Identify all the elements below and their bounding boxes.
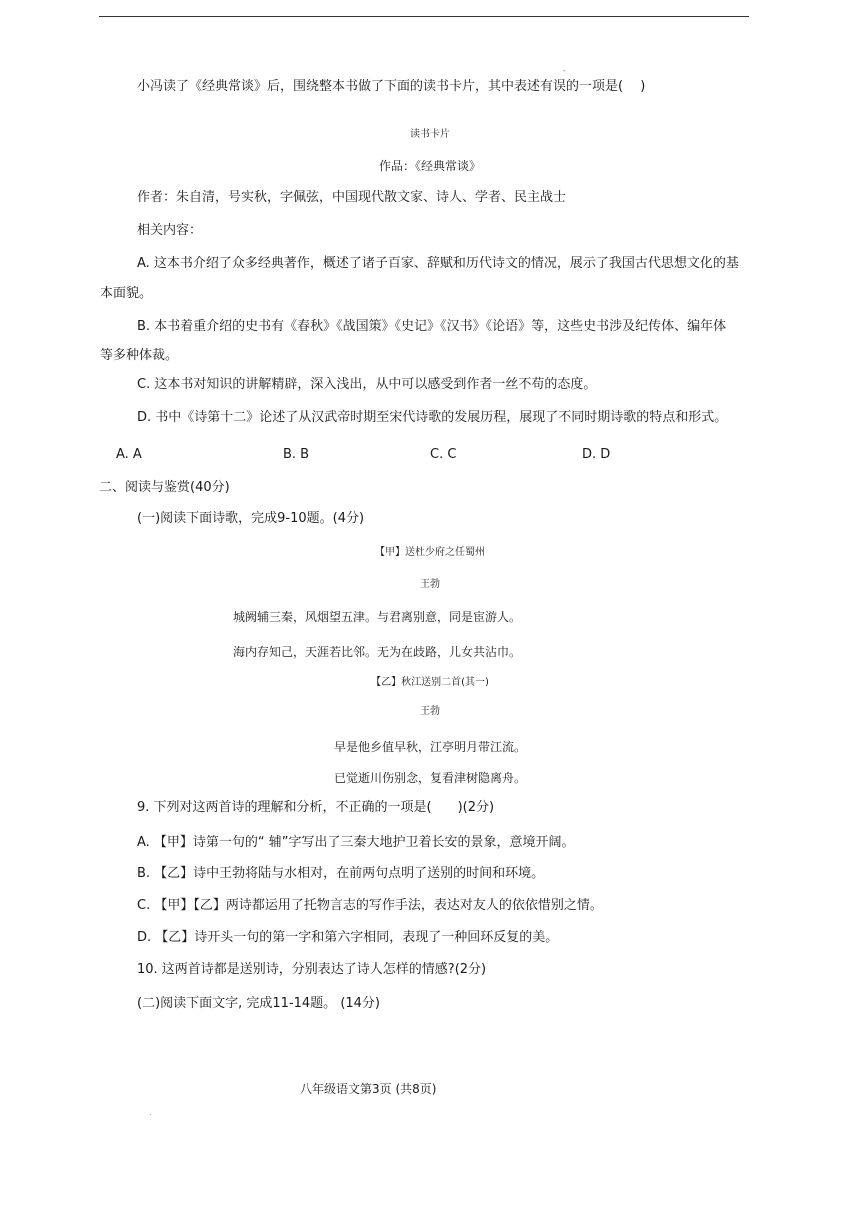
- card-work: 作品：《经典常谈》: [378, 159, 481, 173]
- q8-option-b-line1: B. 本书着重介绍的史书有《春秋》《战国策》《史记》《汉书》《论语》等，这些史书涉及纪传体、编年体: [137, 319, 727, 334]
- poem-b-line1: 早是他乡值早秋，江亭明月带江流。: [333, 740, 526, 754]
- section2-heading: 二、阅读与鉴赏(40分): [99, 480, 230, 495]
- q10-stem: 10. 这两首诗都是送别诗，分别表达了诗人怎样的情感?(2分): [137, 962, 487, 977]
- part2-instruction: (二)阅读下面文字, 完成11-14题。 (14分): [137, 996, 381, 1011]
- header-dot: -: [563, 66, 566, 75]
- q8-option-a-line1: A. 这本书介绍了众多经典著作，概述了诸子百家、辞赋和历代诗文的情况，展示了我国古代思想文化的基: [137, 256, 739, 271]
- footer-dot: .: [149, 1108, 152, 1117]
- poem-a-author: 王勃: [420, 579, 440, 590]
- part1-instruction: (一)阅读下面诗歌，完成9-10题。(4分): [137, 511, 365, 526]
- card-author: 作者：朱自清，号实秋，字佩弦，中国现代散文家、诗人、学者、民主战士: [137, 190, 567, 205]
- poem-b-title: 【乙】秋江送别二首(其一): [371, 677, 489, 688]
- q8-stem: 小冯读了《经典常谈》后，围绕整本书做了下面的读书卡片，其中表述有误的一项是( ): [137, 79, 646, 94]
- q9-option-d: D. 【乙】诗开头一句的第一字和第六字相同，表现了一种回环反复的美。: [137, 930, 559, 945]
- q8-option-d: D. 书中《诗第十二》论述了从汉武帝时期至宋代诗歌的发展历程，展现了不同时期诗歌的特点和形式。: [137, 410, 728, 425]
- q8-choice-d: D. D: [582, 447, 611, 462]
- q8-option-c: C. 这本书对知识的讲解精辟，深入浅出，从中可以感受到作者一丝不苟的态度。: [137, 377, 597, 392]
- card-title: 读书卡片: [410, 129, 450, 140]
- q9-option-c: C. 【甲】【乙】两诗都运用了托物言志的写作手法，表达对友人的依依惜别之情。: [137, 898, 603, 913]
- q9-option-b: B. 【乙】诗中王勃将陆与水相对，在前两句点明了送别的时间和环境。: [137, 866, 545, 881]
- top-rule: [99, 16, 749, 17]
- poem-b-author: 王勃: [420, 706, 440, 717]
- q8-choice-c: C. C: [430, 447, 457, 462]
- q8-option-b-line2: 等多种体裁。: [100, 348, 179, 363]
- q8-choice-a: A. A: [116, 447, 142, 462]
- q9-stem: 9. 下列对这两首诗的理解和分析，不正确的一项是( )(2分): [137, 800, 495, 815]
- poem-a-title: 【甲】送杜少府之任蜀州: [375, 547, 485, 558]
- poem-a-line2: 海内存知己，天涯若比邻。无为在歧路，儿女共沾巾。: [233, 645, 522, 659]
- page-footer: 八年级语文第3页 (共8页): [300, 1082, 437, 1096]
- q8-option-a-line2: 本面貌。: [100, 286, 153, 301]
- card-related: 相关内容：: [137, 223, 203, 238]
- poem-b-line2: 已觉逝川伤别念，复看津树隐离舟。: [333, 771, 526, 785]
- q8-choice-b: B. B: [283, 447, 310, 462]
- poem-a-line1: 城阙辅三秦，风烟望五津。与君离别意，同是宦游人。: [233, 610, 522, 624]
- q9-option-a: A. 【甲】诗第一句的“ 辅”字写出了三秦大地护卫着长安的景象，意境开阔。: [137, 835, 575, 850]
